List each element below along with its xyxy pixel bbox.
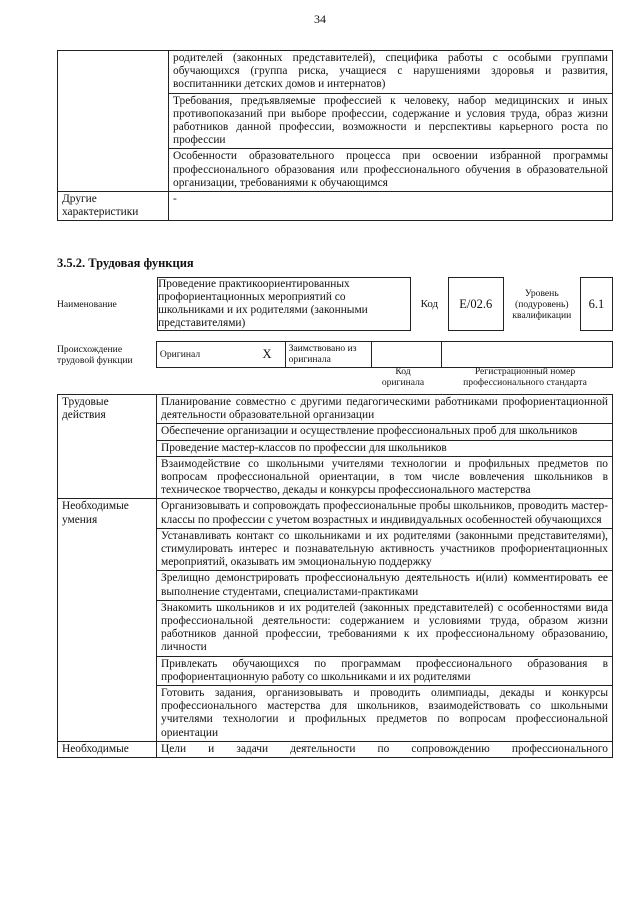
table-cell: Зрелищно демонстрировать профессиональную деятельность и(или) комментировать ее выполнение студентами, специалистами-практиками — [157, 571, 613, 600]
row-label: Трудовые действия — [58, 395, 157, 499]
labor-function-table — [57, 394, 613, 758]
code-label: Код — [420, 298, 439, 310]
table-cell: Взаимодействие со школьными учителями технологии и профильных предметов по вопросам профессиональной ориентации, в том числе вовлечения школьников в техническое творчество, декады и конкурсы профессионального мастерства — [157, 456, 613, 499]
top-characteristics-table — [57, 50, 613, 221]
code-original-cell — [371, 342, 441, 368]
function-name: Проведение практикоориентированных профориентационных мероприятий со школьниками и их родителями (законными представителями) — [158, 278, 411, 331]
table-cell: Требования, предъявляемые профессией к человеку, набор медицинских и иных противопоказаний при выборе профессии, содержание и условия труда, образ жизни работников данной профессии, возможности и перспективы карьерного роста по профессии — [169, 93, 613, 149]
code-value: E/02.6 — [448, 278, 503, 331]
reg-number-cell — [441, 342, 612, 368]
code-original-caption: Код оригинала — [381, 366, 425, 388]
table-cell: - — [169, 192, 613, 221]
table-cell: Устанавливать контакт со школьниками и их родителями (законными представителями), стимулировать интерес и познавательную активность участников профориентационных мероприятий, оказывать им эмоциональную поддержку — [157, 528, 613, 571]
original-mark: X — [249, 342, 285, 368]
row-label: Необходимые — [58, 741, 157, 757]
table-cell: Обеспечение организации и осуществление профессиональных проб для школьников — [157, 424, 613, 440]
row-label: Другие характеристики — [58, 192, 169, 221]
level-value: 6.1 — [580, 278, 612, 331]
table-cell: Планирование совместно с другими педагогическими работниками профориентационной деятельности образовательной организации — [157, 395, 613, 424]
table-cell: Организовывать и сопровождать профессиональные пробы школьников, проводить мастер-классы по профессии с учетом возрастных и индивидуальных особенностей обучающихся — [157, 499, 613, 528]
origin-label: Происхождение трудовой функции — [57, 343, 133, 366]
table-cell-empty — [58, 51, 169, 192]
table-cell: Цели и задачи деятельности по сопровождению профессионального — [157, 741, 613, 757]
borrowed-label: Заимствовано из оригинала — [285, 342, 371, 368]
table-cell: Знакомить школьников и их родителей (законных представителей) с особенностями вида профессиональной деятельности: содержанием и условиями труда, образом жизни работников данной профессии, требованиями к их профессиональному образованию, личности — [157, 600, 613, 656]
table-cell: Готовить задания, организовывать и проводить олимпиады, декады и конкурсы профессионального мастерства для школьников, взаимодействовать со школьными учителями технологии и профильных предметов по вопросам профессиональной ориентации — [157, 686, 613, 742]
reg-number-caption: Регистрационный номер профессионального стандарта — [463, 366, 587, 388]
function-header-table — [57, 277, 613, 331]
table-cell: Проведение мастер-классов по профессии для школьников — [157, 440, 613, 456]
section-title: 3.5.2. Трудовая функция — [57, 256, 194, 270]
table-cell: родителей (законных представителей), специфика работы с особыми группами обучающихся (группа риска, учащиеся с нарушениями здоровья и развития, воспитанники детских домов и интернатов) — [169, 51, 613, 94]
name-label: Наименование — [57, 298, 117, 310]
table-cell: Особенности образовательного процесса при освоении избранной программы профессионального образования или профессионального обучения в образовательной организации, требованиями к обучающимся — [169, 149, 613, 192]
row-label: Необходимые умения — [58, 499, 157, 741]
level-label: Уровень (подуровень) квалификации — [512, 287, 572, 321]
original-label: Оригинал — [156, 342, 249, 368]
page-number: 34 — [314, 12, 326, 26]
table-cell: Привлекать обучающихся по программам профессионального образования в профориентационную работу со школьниками и их родителями — [157, 656, 613, 685]
origin-table — [57, 341, 613, 368]
